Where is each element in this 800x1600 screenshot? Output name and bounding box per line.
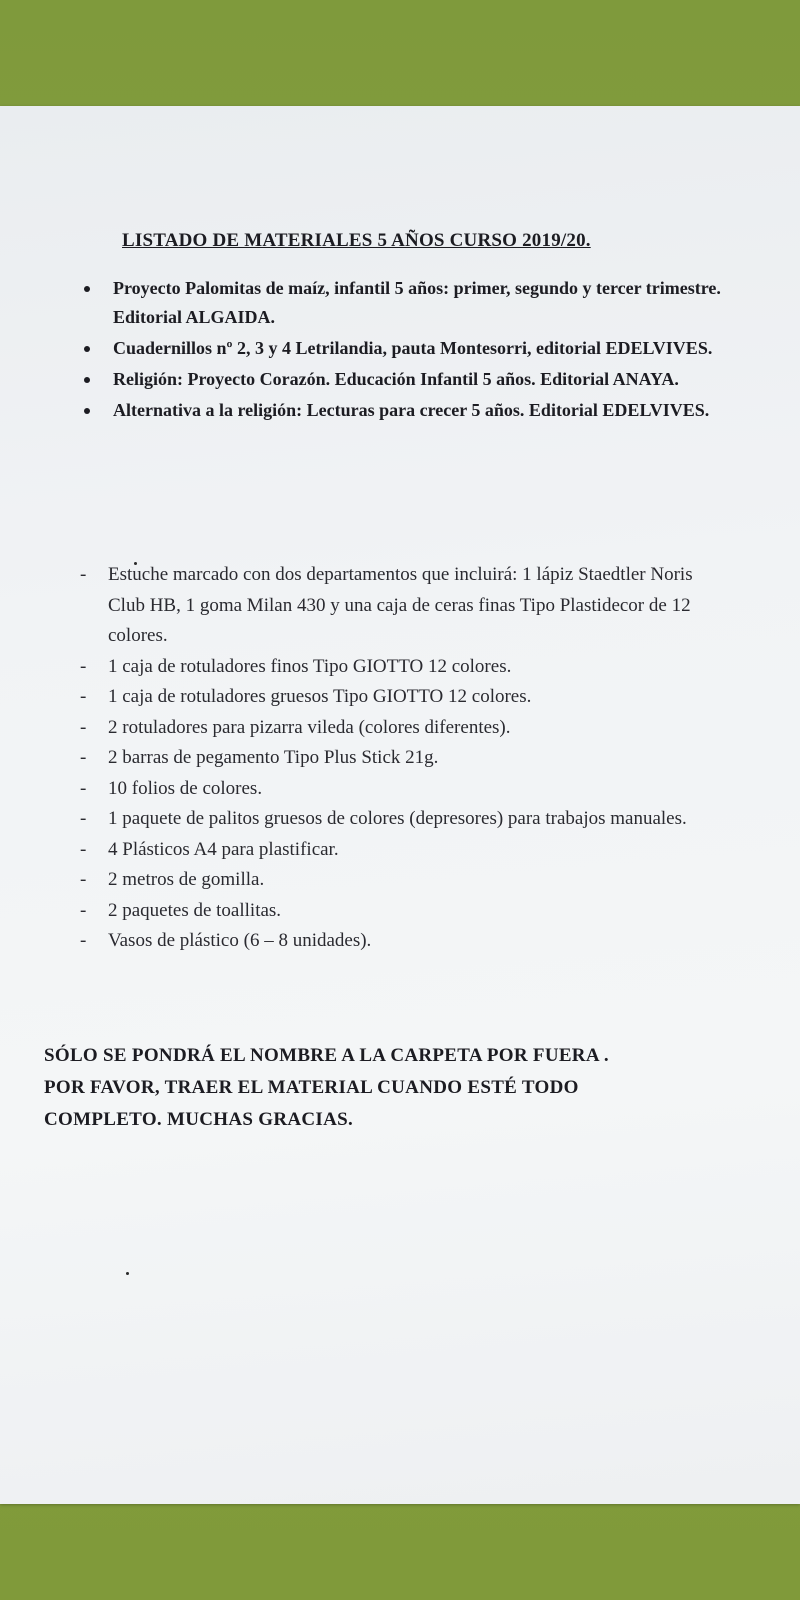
bullet-icon bbox=[84, 346, 90, 352]
material-item-text: 2 metros de gomilla. bbox=[108, 869, 265, 890]
dash-marker: - bbox=[80, 686, 87, 707]
dash-marker: - bbox=[80, 564, 87, 585]
dash-marker: - bbox=[80, 930, 87, 951]
list-item bbox=[74, 713, 734, 744]
list-item bbox=[74, 652, 734, 683]
list-item bbox=[74, 774, 734, 805]
dash-marker: - bbox=[80, 869, 87, 890]
list-item bbox=[80, 365, 730, 394]
material-item-text: Vasos de plástico (6 – 8 unidades). bbox=[108, 930, 372, 951]
list-item bbox=[74, 743, 734, 774]
dash-marker: - bbox=[80, 747, 87, 768]
dash-marker: - bbox=[80, 716, 87, 738]
closing-note-line: COMPLETO. MUCHAS GRACIAS. bbox=[44, 1109, 354, 1130]
dash-marker: - bbox=[80, 838, 87, 860]
material-item-text: 1 paquete de palitos gruesos de colores (depresores) para trabajos manuales. bbox=[108, 808, 687, 829]
books-list bbox=[80, 274, 730, 427]
closing-note-line: POR FAVOR, TRAER EL MATERIAL CUANDO ESTÉ TODO bbox=[44, 1077, 579, 1098]
material-item-text: 1 caja de rotuladores gruesos Tipo GIOTTO 12 colores. bbox=[108, 686, 532, 707]
book-item-text: Alternativa a la religión: Lecturas para crecer 5 años. Editorial EDELVIVES. bbox=[113, 400, 710, 420]
list-item bbox=[80, 274, 730, 332]
list-item bbox=[74, 835, 734, 866]
book-item-text: Cuadernillos nº 2, 3 y 4 Letrilandia, pauta Montesorri, editorial EDELVIVES. bbox=[113, 338, 713, 358]
materials-list bbox=[74, 560, 734, 957]
list-item bbox=[74, 804, 734, 835]
list-item bbox=[74, 682, 734, 713]
dash-marker: - bbox=[80, 899, 87, 921]
closing-note-line: SÓLO SE PONDRÁ EL NOMBRE A LA CARPETA POR FUERA . bbox=[44, 1045, 609, 1066]
material-item-text: 4 Plásticos A4 para plastificar. bbox=[108, 838, 339, 860]
paper-sheet bbox=[0, 106, 800, 1504]
bullet-icon bbox=[84, 408, 90, 414]
bullet-icon bbox=[84, 286, 90, 292]
list-item bbox=[74, 865, 734, 896]
material-item-text: 2 barras de pegamento Tipo Plus Stick 21g. bbox=[108, 747, 439, 768]
book-item-text: Religión: Proyecto Corazón. Educación Infantil 5 años. Editorial ANAYA. bbox=[113, 369, 679, 389]
dash-marker: - bbox=[80, 777, 87, 799]
material-item-text: 1 caja de rotuladores finos Tipo GIOTTO 12 colores. bbox=[108, 655, 512, 677]
material-item-text: 2 paquetes de toallitas. bbox=[108, 899, 282, 921]
material-item-text: Estuche marcado con dos departamentos que incluirá: 1 lápiz Staedtler Noris Club HB, 1 goma Milan 430 y una caja de ceras finas Tipo Plastidecor de 12 colores. bbox=[108, 564, 693, 646]
material-item-text: 2 rotuladores para pizarra vileda (colores diferentes). bbox=[108, 716, 511, 738]
dash-marker: - bbox=[80, 808, 87, 829]
dash-marker: - bbox=[80, 655, 87, 677]
stray-dot-mark bbox=[126, 1272, 129, 1275]
document-title: LISTADO DE MATERIALES 5 AÑOS CURSO 2019/20. bbox=[122, 230, 591, 251]
book-item-text: Proyecto Palomitas de maíz, infantil 5 años: primer, segundo y tercer trimestre. Editorial ALGAIDA. bbox=[113, 278, 721, 327]
list-item bbox=[80, 396, 730, 425]
list-item bbox=[74, 926, 734, 957]
material-item-text: 10 folios de colores. bbox=[108, 777, 263, 799]
list-item bbox=[74, 560, 734, 652]
closing-note bbox=[44, 1040, 764, 1136]
list-item bbox=[80, 334, 730, 363]
bullet-icon bbox=[84, 377, 90, 383]
list-item bbox=[74, 896, 734, 927]
